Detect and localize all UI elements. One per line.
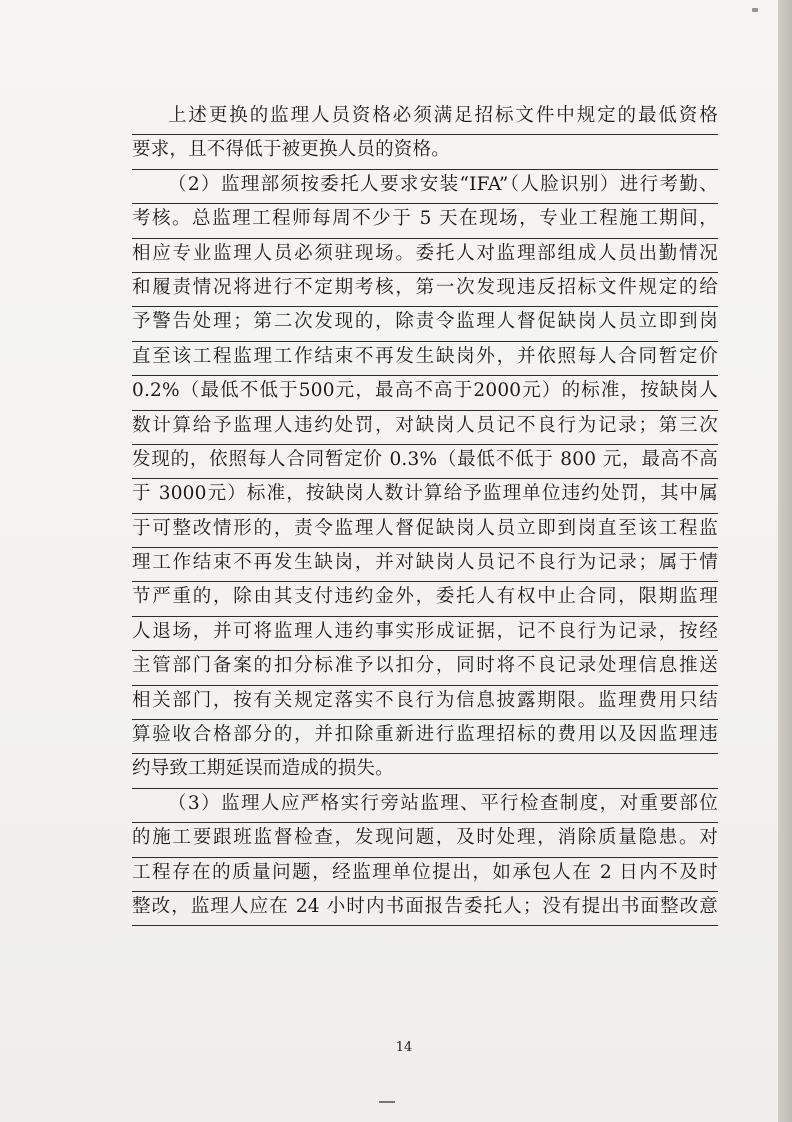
scan-edge <box>778 0 792 1122</box>
text-line: 发现的，依照每人合同暂定价 0.3%（最低不低于 800 元，最高不高 <box>132 445 718 479</box>
text-line: （2）监理部须按委托人要求安装“IFA”（人脸识别）进行考勤、 <box>132 170 718 204</box>
text-line: 予警告处理；第二次发现的，除责令监理人督促缺岗人员立即到岗 <box>132 307 718 341</box>
scan-mark <box>752 8 758 12</box>
text-line: 的施工要跟班监督检查，发现问题，及时处理，消除质量隐患。对 <box>132 823 718 857</box>
text-line: 主管部门备案的扣分标准予以扣分，同时将不良记录处理信息推送 <box>132 651 718 685</box>
body-text <box>132 101 718 926</box>
text-line: 要求，且不得低于被更换人员的资格。 <box>132 135 718 169</box>
text-line: 相应专业监理人员必须驻现场。委托人对监理部组成人员出勤情况 <box>132 239 718 273</box>
scan-mark <box>379 1101 395 1103</box>
text-line: 上述更换的监理人员资格必须满足招标文件中规定的最低资格 <box>132 101 718 135</box>
text-line: 于可整改情形的，责令监理人督促缺岗人员立即到岗直至该工程监 <box>132 514 718 548</box>
text-line: 考核。总监理工程师每周不少于 5 天在现场，专业工程施工期间， <box>132 204 718 238</box>
text-line: 数计算给予监理人违约处罚，对缺岗人员记不良行为记录；第三次 <box>132 411 718 445</box>
text-line: 相关部门，按有关规定落实不良行为信息披露期限。监理费用只结 <box>132 686 718 720</box>
text-line: 算验收合格部分的，并扣除重新进行监理招标的费用以及因监理违 <box>132 720 718 754</box>
page-number: 14 <box>395 1040 413 1055</box>
text-line: （3）监理人应严格实行旁站监理、平行检查制度，对重要部位 <box>132 789 718 823</box>
text-line: 工程存在的质量问题，经监理单位提出，如承包人在 2 日内不及时 <box>132 858 718 892</box>
text-line: 约导致工期延误而造成的损失。 <box>132 754 718 788</box>
text-line: 节严重的，除由其支付违约金外，委托人有权中止合同，限期监理 <box>132 582 718 616</box>
text-line: 理工作结束不再发生缺岗，并对缺岗人员记不良行为记录；属于情 <box>132 548 718 582</box>
text-line: 直至该工程监理工作结束不再发生缺岗外，并依照每人合同暂定价 <box>132 342 718 376</box>
text-line: 整改，监理人应在 24 小时内书面报告委托人；没有提出书面整改意 <box>132 892 718 926</box>
text-line: 和履责情况将进行不定期考核，第一次发现违反招标文件规定的给 <box>132 273 718 307</box>
text-line: 人退场，并可将监理人违约事实形成证据，记不良行为记录，按经 <box>132 617 718 651</box>
text-line: 于 3000元）标准，按缺岗人数计算给予监理单位违约处罚，其中属 <box>132 479 718 513</box>
text-line: 0.2%（最低不低于500元，最高不高于2000元）的标准，按缺岗人 <box>132 376 718 410</box>
